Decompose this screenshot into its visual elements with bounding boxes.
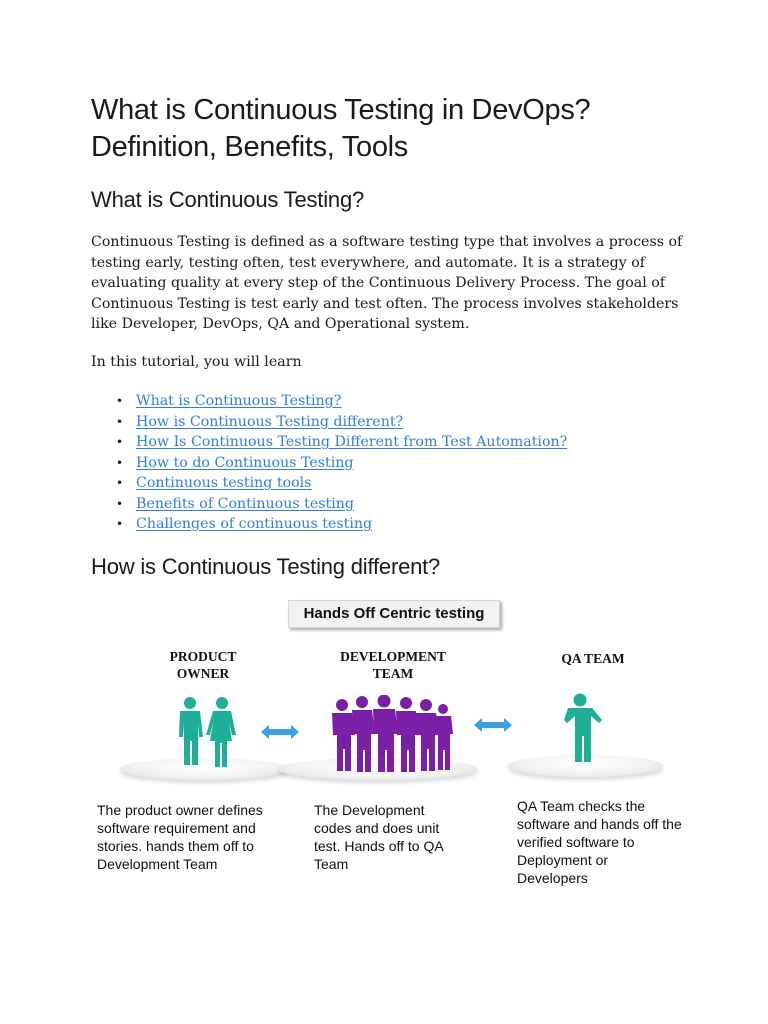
- bullet-icon: •: [116, 435, 124, 449]
- toc-link-vs-automation[interactable]: How Is Continuous Testing Different from Test Automation?: [136, 434, 568, 450]
- toc-link-benefits[interactable]: Benefits of Continuous testing: [136, 495, 354, 512]
- bullet-icon: •: [116, 517, 124, 531]
- toc-item: [91, 432, 567, 453]
- toc-link-tools[interactable]: Continuous testing tools: [136, 475, 312, 491]
- toc-item: [91, 391, 567, 412]
- double-arrow-icon: [474, 718, 512, 732]
- toc-item: [91, 412, 567, 433]
- toc-item: [91, 514, 567, 535]
- label-line: QA TEAM: [561, 651, 625, 666]
- page-title: What is Continuous Testing in DevOps? Definition, Benefits, Tools: [91, 94, 591, 163]
- label-line: OWNER: [176, 666, 230, 681]
- toc-item: [91, 453, 567, 474]
- section-heading-how-different: How is Continuous Testing different?: [91, 554, 441, 579]
- toc-item: [91, 494, 567, 515]
- toc-link-what-is[interactable]: What is Continuous Testing?: [136, 393, 342, 409]
- label-line: TEAM: [372, 666, 414, 681]
- development-team-label: [323, 648, 463, 682]
- development-team-people-icon: [328, 695, 453, 773]
- table-of-contents: [91, 391, 567, 535]
- intro-paragraph: Continuous Testing is defined as a software testing type that involves a process of testing early, testing often, test everywhere, and automate. It is a strategy of evaluating quality at every step of the Continuous Delivery Process. The goal of Continuous Testing is test early and test often. The process involves stakeholders like Developer, DevOps, QA and Operational system.: [91, 234, 683, 333]
- toc-link-how-to-do[interactable]: How to do Continuous Testing: [136, 454, 354, 471]
- bullet-icon: •: [116, 455, 124, 470]
- qa-team-person-icon: [555, 692, 605, 764]
- bullet-icon: •: [116, 414, 124, 429]
- product-owner-label: [148, 648, 258, 682]
- development-team-description: The Development codes and does unit test. Hands off to QA Team: [314, 802, 443, 872]
- toc-item: [91, 473, 567, 494]
- tutorial-lead: In this tutorial, you will learn: [91, 354, 302, 370]
- label-line: DEVELOPMENT: [340, 649, 446, 664]
- bullet-icon: •: [116, 476, 124, 490]
- toc-link-challenges[interactable]: Challenges of continuous testing: [136, 516, 373, 532]
- product-owner-description: The product owner defines software requirement and stories. hands them off to Development Team: [97, 802, 263, 872]
- bullet-icon: •: [116, 496, 124, 511]
- toc-link-how-different[interactable]: How is Continuous Testing different?: [136, 413, 404, 430]
- bullet-icon: •: [116, 394, 124, 408]
- diagram-title: Hands Off Centric testing: [288, 600, 500, 628]
- section-heading-what-is: What is Continuous Testing?: [91, 187, 365, 212]
- qa-team-description: QA Team checks the software and hands off the verified software to Deployment or Developers: [517, 798, 682, 886]
- hands-off-diagram: [97, 600, 682, 900]
- qa-team-label: [543, 650, 643, 667]
- double-arrow-icon: [261, 725, 299, 739]
- product-owner-people-icon: [173, 695, 243, 770]
- label-line: PRODUCT: [169, 649, 237, 664]
